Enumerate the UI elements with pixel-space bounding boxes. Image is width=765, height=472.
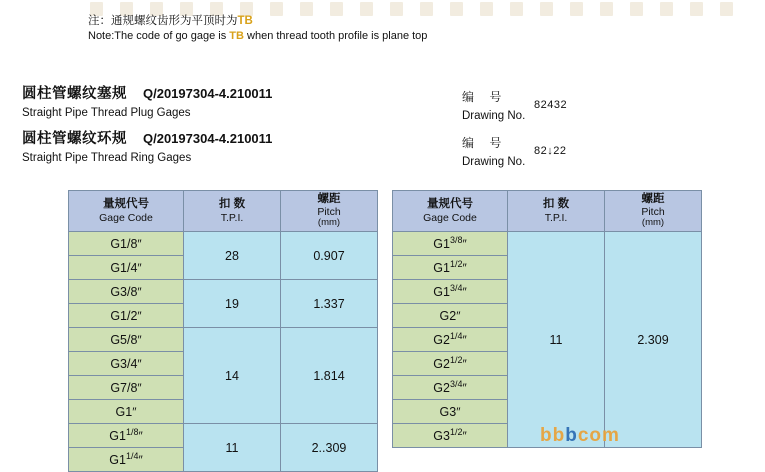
note-chinese: 注：通规螺纹齿形为平顶时为TB — [88, 15, 253, 27]
section2-drawing-no — [462, 134, 567, 168]
watermark-part-c: com — [577, 425, 620, 446]
section2-drawing-value: 82↓22 — [534, 145, 567, 157]
cell-tpi: 11 — [508, 232, 605, 448]
cell-gage-code: $G1^{1/4}''$ — [69, 448, 184, 472]
cell-tpi: 11 — [184, 424, 281, 472]
table-row — [393, 232, 702, 256]
cell-gage-code: G3″ — [393, 400, 508, 424]
cell-pitch: 1.814 — [281, 328, 378, 424]
cell-pitch: 2.309 — [605, 232, 702, 448]
watermark-part-b: b — [565, 425, 578, 446]
section2-title-cn: 圆柱管螺纹环规 — [22, 131, 127, 147]
cell-tpi: 14 — [184, 328, 281, 424]
note-block — [88, 14, 427, 44]
table-row — [69, 232, 378, 256]
cell-pitch: 0.907 — [281, 232, 378, 280]
section1-drawing-cn: 编 号 — [462, 90, 508, 104]
cell-gage-code: G1/8″ — [69, 232, 184, 256]
section1-drawing-en: Drawing No. — [462, 110, 526, 122]
cell-gage-code: G2″ — [393, 304, 508, 328]
section-plug-gages-title — [22, 82, 272, 119]
left-table-body — [69, 232, 378, 472]
cell-gage-code: G3/4″ — [69, 352, 184, 376]
cell-gage-code: G1/4″ — [69, 256, 184, 280]
cell-tpi: 28 — [184, 232, 281, 280]
cell-gage-code: $G1^{3/4}''$ — [393, 280, 508, 304]
section2-drawing-en: Drawing No. — [462, 156, 526, 168]
cell-pitch: 1.337 — [281, 280, 378, 328]
right-table-body — [393, 232, 702, 448]
cell-gage-code: $G2^{1/2}''$ — [393, 352, 508, 376]
note-highlight-en: TB — [229, 30, 244, 42]
section2-drawing-cn: 编 号 — [462, 136, 508, 150]
section1-title-en: Straight Pipe Thread Plug Gages — [22, 107, 191, 119]
cell-pitch: 2..309 — [281, 424, 378, 472]
table-row — [69, 328, 378, 352]
cell-gage-code: $G1^{1/8}''$ — [69, 424, 184, 448]
cell-gage-code: G1″ — [69, 400, 184, 424]
cell-gage-code: $G3^{1/2}''$ — [393, 424, 508, 448]
table-row — [69, 280, 378, 304]
table-header-row — [69, 191, 378, 232]
cell-gage-code: $G2^{1/4}''$ — [393, 328, 508, 352]
table-header-row — [393, 191, 702, 232]
table-row — [69, 424, 378, 448]
header-tpi: 扣 数 T.P.I. — [184, 191, 281, 232]
section1-title-cn: 圆柱管螺纹塞规 — [22, 86, 127, 102]
cell-gage-code: $G1^{3/8}''$ — [393, 232, 508, 256]
watermark-part-a: bb — [540, 425, 566, 446]
gage-table-left — [68, 190, 378, 472]
cell-gage-code: $G1^{1/2}''$ — [393, 256, 508, 280]
section-ring-gages-title — [22, 127, 272, 164]
section2-code: Q/20197304-4.210011 — [143, 131, 273, 146]
note-highlight-cn: TB — [237, 15, 253, 27]
header-tpi: 扣 数 T.P.I. — [508, 191, 605, 232]
section1-code: Q/20197304-4.210011 — [143, 86, 273, 101]
gage-table-right — [392, 190, 702, 448]
header-pitch: 螺距 Pitch (mm) — [281, 191, 378, 232]
watermark — [540, 425, 620, 447]
cell-tpi: 19 — [184, 280, 281, 328]
cell-gage-code: G1/2″ — [69, 304, 184, 328]
section1-drawing-value: 82432 — [534, 99, 568, 111]
header-pitch: 螺距 Pitch (mm) — [605, 191, 702, 232]
note-english: Note:The code of go gage is TB when thread tooth profile is plane top — [88, 30, 428, 42]
header-gage-code: 量规代号 Gage Code — [69, 191, 184, 232]
cell-gage-code: G7/8″ — [69, 376, 184, 400]
cell-gage-code: G5/8″ — [69, 328, 184, 352]
section1-drawing-no — [462, 88, 568, 122]
cell-gage-code: G3/8″ — [69, 280, 184, 304]
header-gage-code: 量规代号 Gage Code — [393, 191, 508, 232]
cell-gage-code: $G2^{3/4}''$ — [393, 376, 508, 400]
section2-title-en: Straight Pipe Thread Ring Gages — [22, 152, 192, 164]
